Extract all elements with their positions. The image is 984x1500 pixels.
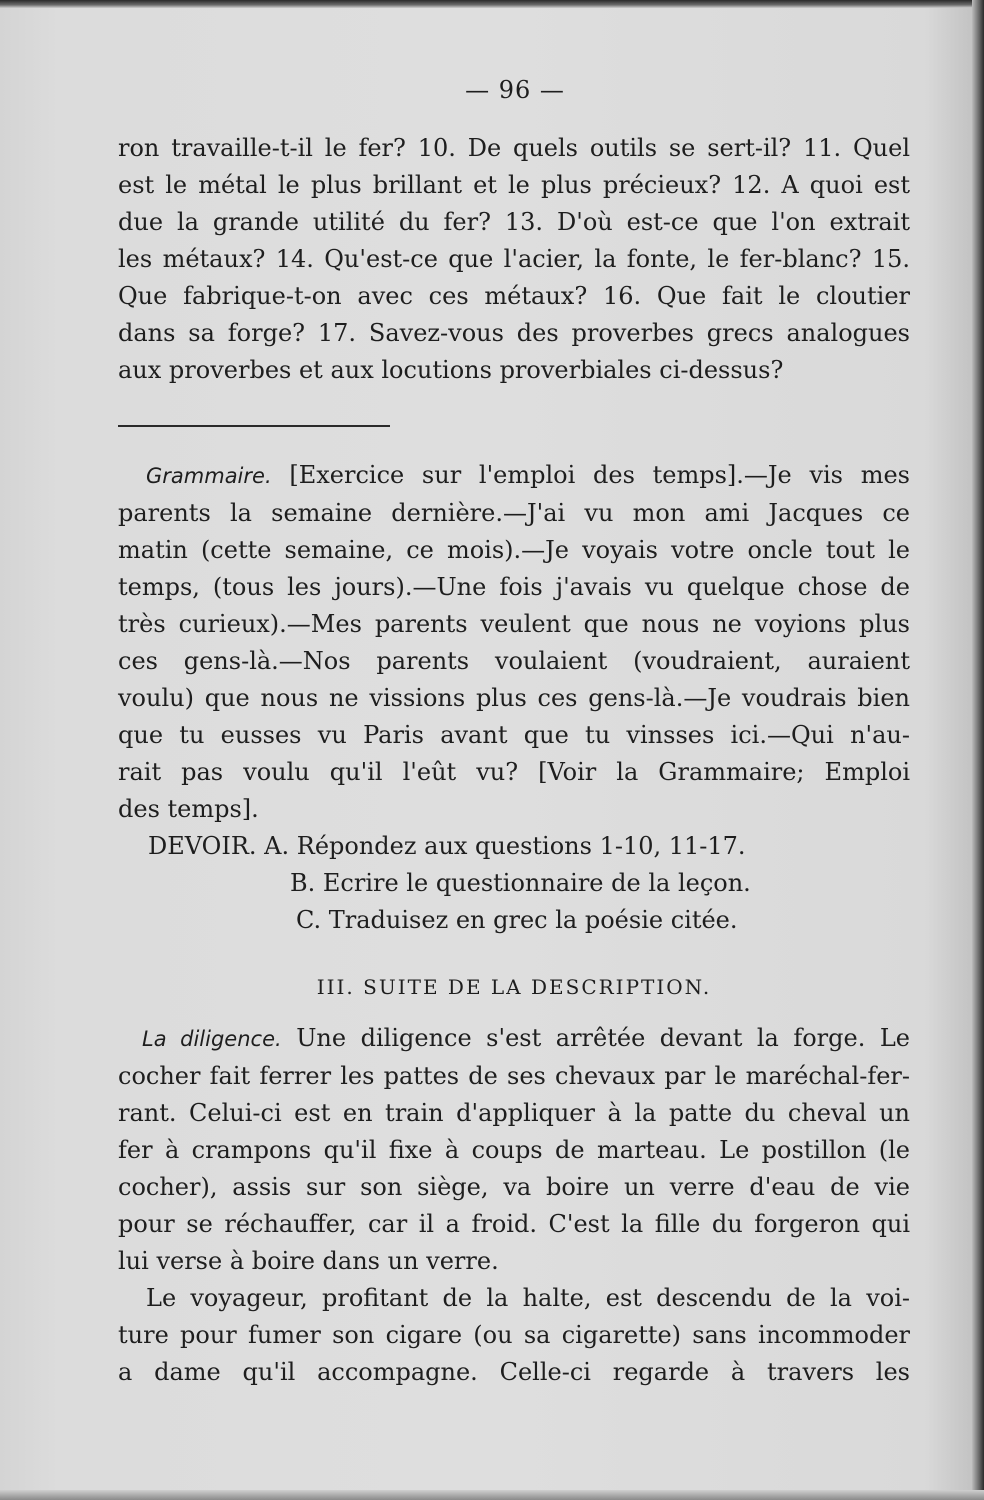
text-line: cocher fait ferrer les pattes de ses chevaux par le maréchal-fer- <box>118 1062 910 1090</box>
text-line: fer à crampons qu'il fixe à coups de marteau. Le postillon (le <box>118 1136 910 1164</box>
text-line <box>118 1020 910 1058</box>
page-top-edge <box>0 0 984 8</box>
text-line: ron travaille-t-il le fer? 10. De quels outils se sert-il? 11. Quel <box>118 134 910 162</box>
devoir-a: DEVOIR. A. Répondez aux questions 1-10, 11-17. <box>148 832 746 860</box>
devoir-c: C. Traduisez en grec la poésie citée. <box>296 906 738 934</box>
diligence-paragraph <box>118 1020 910 1280</box>
text-line: que tu eusses vu Paris avant que tu vinsses ici.—Qui n'au- <box>118 721 910 749</box>
diligence-first-line: Une diligence s'est arrêtée devant la forge. Le <box>296 1024 911 1052</box>
grammaire-label: Grammaire. <box>146 464 272 488</box>
text-line: des temps]. <box>118 795 259 823</box>
devoir-block <box>118 828 910 939</box>
text-line: ces gens-là.—Nos parents voulaient (voudraient, auraient <box>118 647 910 675</box>
page-right-edge <box>972 0 984 1500</box>
page-bottom-edge <box>0 1490 984 1500</box>
page-body <box>118 130 910 1391</box>
page-number: — 96 — <box>465 76 565 104</box>
text-line: matin (cette semaine, ce mois).—Je voyais votre oncle tout le <box>118 536 910 564</box>
text-line: rant. Celui-ci est en train d'appliquer à la patte du cheval un <box>118 1099 910 1127</box>
text-line: ture pour fumer son cigare (ou sa cigarette) sans incommoder <box>118 1321 910 1349</box>
text-line: très curieux).—Mes parents veulent que nous ne voyions plus <box>118 610 910 638</box>
questions-paragraph <box>118 130 910 389</box>
text-line: Le voyageur, profitant de la halte, est descendu de la voi- <box>146 1284 910 1312</box>
devoir-b: B. Ecrire le questionnaire de la leçon. <box>290 869 751 897</box>
text-line: parents la semaine dernière.—J'ai vu mon ami Jacques ce <box>118 499 910 527</box>
text-line: temps, (tous les jours).—Une fois j'avais vu quelque chose de <box>118 573 910 601</box>
grammaire-first-line: [Exercice sur l'emploi des temps].—Je vis mes <box>289 461 910 489</box>
voyageur-paragraph <box>118 1280 910 1391</box>
text-line: est le métal le plus brillant et le plus précieux? 12. A quoi est <box>118 171 910 199</box>
text-line: dans sa forge? 17. Savez-vous des proverbes grecs analogues <box>118 319 910 347</box>
text-line: lui verse à boire dans un verre. <box>118 1247 499 1275</box>
text-line <box>118 457 910 495</box>
section-divider <box>118 425 390 427</box>
text-line: Que fabrique-t-on avec ces métaux? 16. Que fait le cloutier <box>118 282 910 310</box>
text-line: les métaux? 14. Qu'est-ce que l'acier, la fonte, le fer-blanc? 15. <box>118 245 910 273</box>
text-line: pour se réchauffer, car il a froid. C'est la fille du forgeron qui <box>118 1210 910 1238</box>
text-line: due la grande utilité du fer? 13. D'où est-ce que l'on extrait <box>118 208 910 236</box>
section-heading: III. SUITE DE LA DESCRIPTION. <box>316 975 712 999</box>
text-line: aux proverbes et aux locutions proverbiales ci-dessus? <box>118 356 784 384</box>
text-line: cocher), assis sur son siège, va boire un verre d'eau de vie <box>118 1173 910 1201</box>
text-line: voulu) que nous ne vissions plus ces gens-là.—Je voudrais bien <box>118 684 910 712</box>
text-line: a dame qu'il accompagne. Celle-ci regarde à travers les <box>118 1358 910 1386</box>
text-line: rait pas voulu qu'il l'eût vu? [Voir la Grammaire; Emploi <box>118 758 910 786</box>
diligence-label: La diligence. <box>142 1027 282 1051</box>
grammaire-paragraph <box>118 457 910 828</box>
